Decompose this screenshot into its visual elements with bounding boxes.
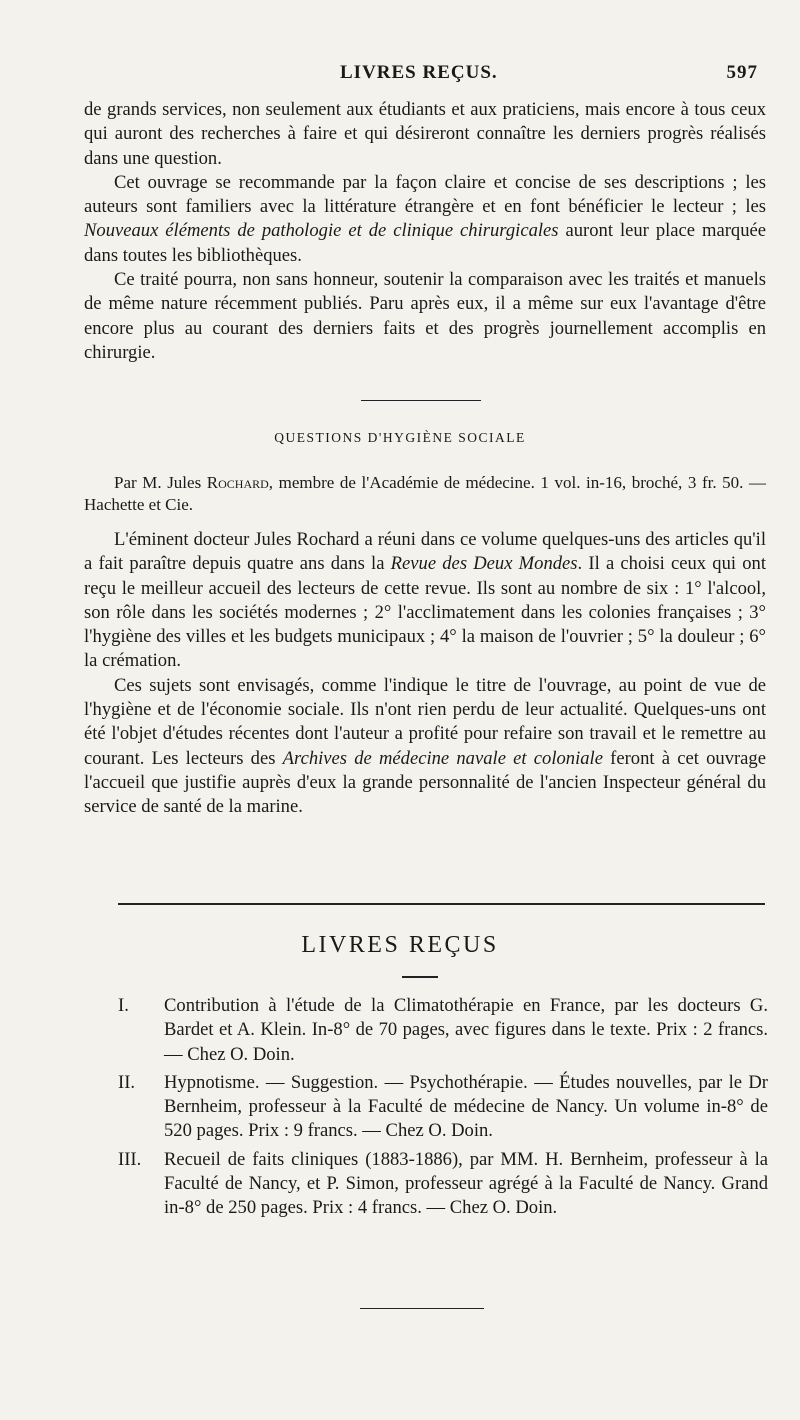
journal-title-italic: Archives de médecine navale et coloniale: [282, 747, 603, 769]
item-text: Contribution à l'étude de la Climatothérapie en France, par les docteurs G. Bardet et A. Klein. In-8° de 70 pages, avec figures dans le texte. Prix : 2 francs. — Chez O. Doin.: [164, 995, 768, 1065]
divider: [361, 400, 481, 401]
running-head: [0, 62, 800, 90]
item-number: I.: [118, 995, 129, 1016]
paragraph: L'éminent docteur Jules Rochard a réuni dans ce volume quelques-uns des articles qu'il a fait paraître depuis quatre ans dans la Revue des Deux Mondes. Il a choisi ceux qui ont reçu le meilleur accueil des lecteurs de cette revue. Ils sont au nombre de six : 1° l'alcool, son rôle dans les sociétés modernes ; 2° l'acclimatement dans les colonies françaises ; 3° l'hygiène des villes et les budgets municipaux ; 4° la maison de l'ouvrier ; 5° la douleur ; 6° la crémation.: [84, 529, 767, 672]
divider: [402, 976, 438, 978]
section-title: QUESTIONS D'HYGIÈNE SOCIALE: [274, 430, 526, 445]
review-continuation: [84, 98, 766, 365]
bibliographic-reference: Par M. Jules Rochard, membre de l'Académie de médecine. 1 vol. in-16, broché, 3 fr. 50. — Hachette et Cie.: [84, 473, 766, 514]
item-text: Hypnotisme. — Suggestion. — Psychothérapie. — Études nouvelles, par le Dr Bernheim, professeur à la Faculté de médecine de Nancy. Un volume in-8° de 520 pages. Prix : 9 francs. — Chez O. Doin.: [164, 1071, 768, 1142]
paragraph: Cet ouvrage se recommande par la façon claire et concise de ses descriptions ; les auteurs sont familiers avec la littérature étrangère et en font bénéficier le lecteur ; les Nouveaux éléments de pathologie et de clinique chirurgicales auront leur place marquée dans toutes les bibliothèques.: [84, 171, 767, 266]
running-head-title: LIVRES REÇUS.: [340, 62, 498, 83]
list-item: [118, 994, 768, 1067]
page-number: 597: [726, 62, 758, 83]
book-list: [118, 994, 768, 1225]
author-name: Rochard: [206, 473, 269, 492]
book-title-italic: Nouveaux éléments de pathologie et de clinique chirurgicales: [84, 220, 559, 242]
section-body: [84, 528, 766, 820]
livres-recus-title: LIVRES REÇUS: [301, 932, 499, 958]
journal-title-italic: Revue des Deux Mondes: [390, 553, 578, 575]
list-item: [118, 1148, 768, 1221]
paragraph: de grands services, non seulement aux étudiants et aux praticiens, mais encore à tous ceux qui auront des recherches à faire et qui désireront connaître les derniers progrès réalisés dans une question.: [84, 99, 766, 169]
paragraph: Ces sujets sont envisagés, comme l'indique le titre de l'ouvrage, au point de vue de l'hygiène et de l'économie sociale. Ils n'ont rien perdu de leur actualité. Quelques-uns ont été l'objet d'études récentes dont l'auteur a profité pour refaire son travail et le remettre au courant. Les lecteurs des Archives de médecine navale et coloniale feront à cet ouvrage l'accueil que justifie auprès d'eux la grande personnalité de l'ancien Inspecteur général du service de santé de la marine.: [84, 674, 766, 818]
item-number: II.: [118, 1071, 136, 1093]
item-number: III.: [118, 1148, 142, 1170]
item-text: Recueil de faits cliniques (1883-1886), par MM. H. Bernheim, professeur à la Faculté de Nancy, et P. Simon, professeur agrégé à la Faculté de Nancy. Grand in-8° de 250 pages. Prix : 4 francs. — Chez O. Doin.: [164, 1148, 768, 1219]
list-item: [118, 1071, 768, 1144]
divider: [118, 903, 765, 905]
divider: [360, 1308, 484, 1309]
paragraph: Ce traité pourra, non sans honneur, soutenir la comparaison avec les traités et manuels de même nature récemment publiés. Paru après eux, il a même sur eux l'avantage d'être encore plus au courant des derniers faits et des progrès journellement accomplis en chirurgie.: [84, 269, 766, 363]
